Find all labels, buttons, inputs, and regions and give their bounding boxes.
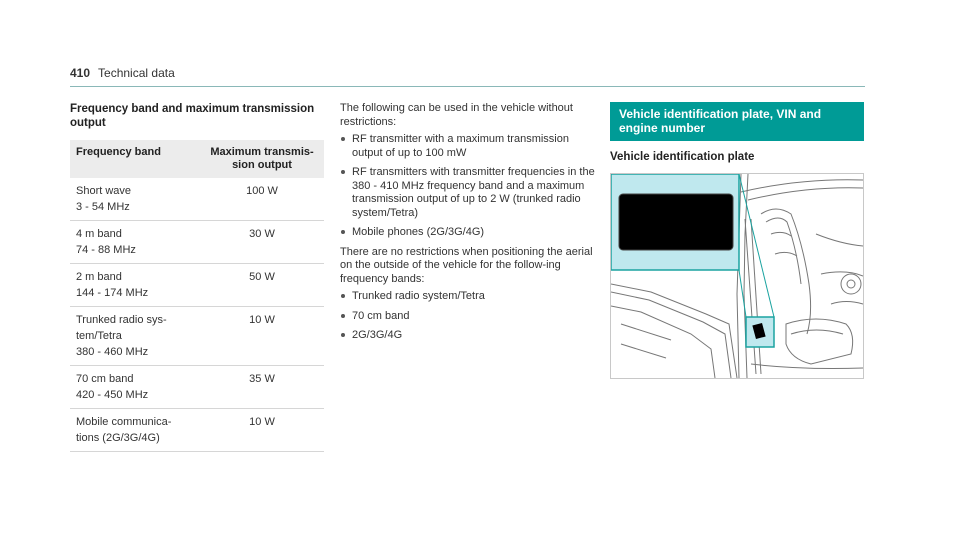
header-divider [70, 86, 865, 87]
band-cell [70, 307, 200, 366]
restrictions-para2: There are no restrictions when positioning the aerial on the outside of the vehicle for the follow-ing frequency bands: [340, 245, 593, 285]
list-item: Trunked radio system/Tetra [340, 290, 595, 304]
band-line: tem/Tetra [76, 330, 122, 342]
band-line: Mobile communica- [76, 416, 172, 428]
table-row [70, 264, 324, 307]
band-line: 2 m band [76, 271, 122, 283]
vin-section-title: Vehicle identification plate, VIN and engine number [610, 102, 864, 141]
output-cell: 100 W [200, 178, 324, 221]
col-header-output: Maximum transmis-sion output [200, 140, 324, 178]
band-cell [70, 264, 200, 307]
band-line: 74 - 88 MHz [76, 244, 136, 256]
table-header-row [70, 140, 324, 178]
output-cell: 10 W [200, 307, 324, 366]
list-item: 70 cm band [340, 310, 595, 324]
list-item: Mobile phones (2G/3G/4G) [340, 226, 595, 240]
frequency-heading: Frequency band and maximum transmission output [70, 103, 315, 129]
list-item: RF transmitters with transmitter frequencies in the 380 - 410 MHz frequency band and a maximum transmission output of up to 2 W (trunked radio system/Tetra) [340, 166, 595, 220]
section-title: Technical data [98, 66, 175, 80]
page-number: 410 [70, 66, 91, 80]
frequency-table [70, 140, 324, 452]
band-cell [70, 221, 200, 264]
table-row [70, 307, 324, 366]
vin-column [610, 102, 864, 379]
band-line: Trunked radio sys- [76, 314, 167, 326]
table-row [70, 409, 324, 452]
table-row [70, 366, 324, 409]
vin-plate-illustration [610, 173, 864, 379]
band-line: 70 cm band [76, 373, 134, 385]
car-door-illustration [611, 174, 863, 378]
vin-subheading: Vehicle identification plate [610, 151, 755, 163]
restrictions-list-2 [340, 290, 595, 343]
band-cell [70, 178, 200, 221]
table-row [70, 178, 324, 221]
table-row [70, 221, 324, 264]
band-line: 144 - 174 MHz [76, 287, 149, 299]
restrictions-column [340, 102, 595, 349]
frequency-column [70, 102, 324, 452]
band-cell [70, 409, 200, 452]
restrictions-intro: The following can be used in the vehicle without restrictions: [340, 102, 573, 128]
band-cell [70, 366, 200, 409]
list-item: RF transmitter with a maximum transmission output of up to 100 mW [340, 133, 595, 160]
band-line: tions (2G/3G/4G) [76, 432, 160, 444]
page-header [70, 66, 175, 80]
band-line: 420 - 450 MHz [76, 389, 149, 401]
vin-plate [619, 194, 733, 250]
output-cell: 35 W [200, 366, 324, 409]
band-line: 4 m band [76, 228, 122, 240]
output-cell: 30 W [200, 221, 324, 264]
band-line: 380 - 460 MHz [76, 346, 149, 358]
output-cell: 10 W [200, 409, 324, 452]
band-line: 3 - 54 MHz [76, 201, 130, 213]
output-cell: 50 W [200, 264, 324, 307]
restrictions-list-1 [340, 133, 595, 240]
col-header-band: Frequency band [70, 140, 200, 178]
table-body [70, 178, 324, 452]
list-item: 2G/3G/4G [340, 329, 595, 343]
band-line: Short wave [76, 185, 132, 197]
